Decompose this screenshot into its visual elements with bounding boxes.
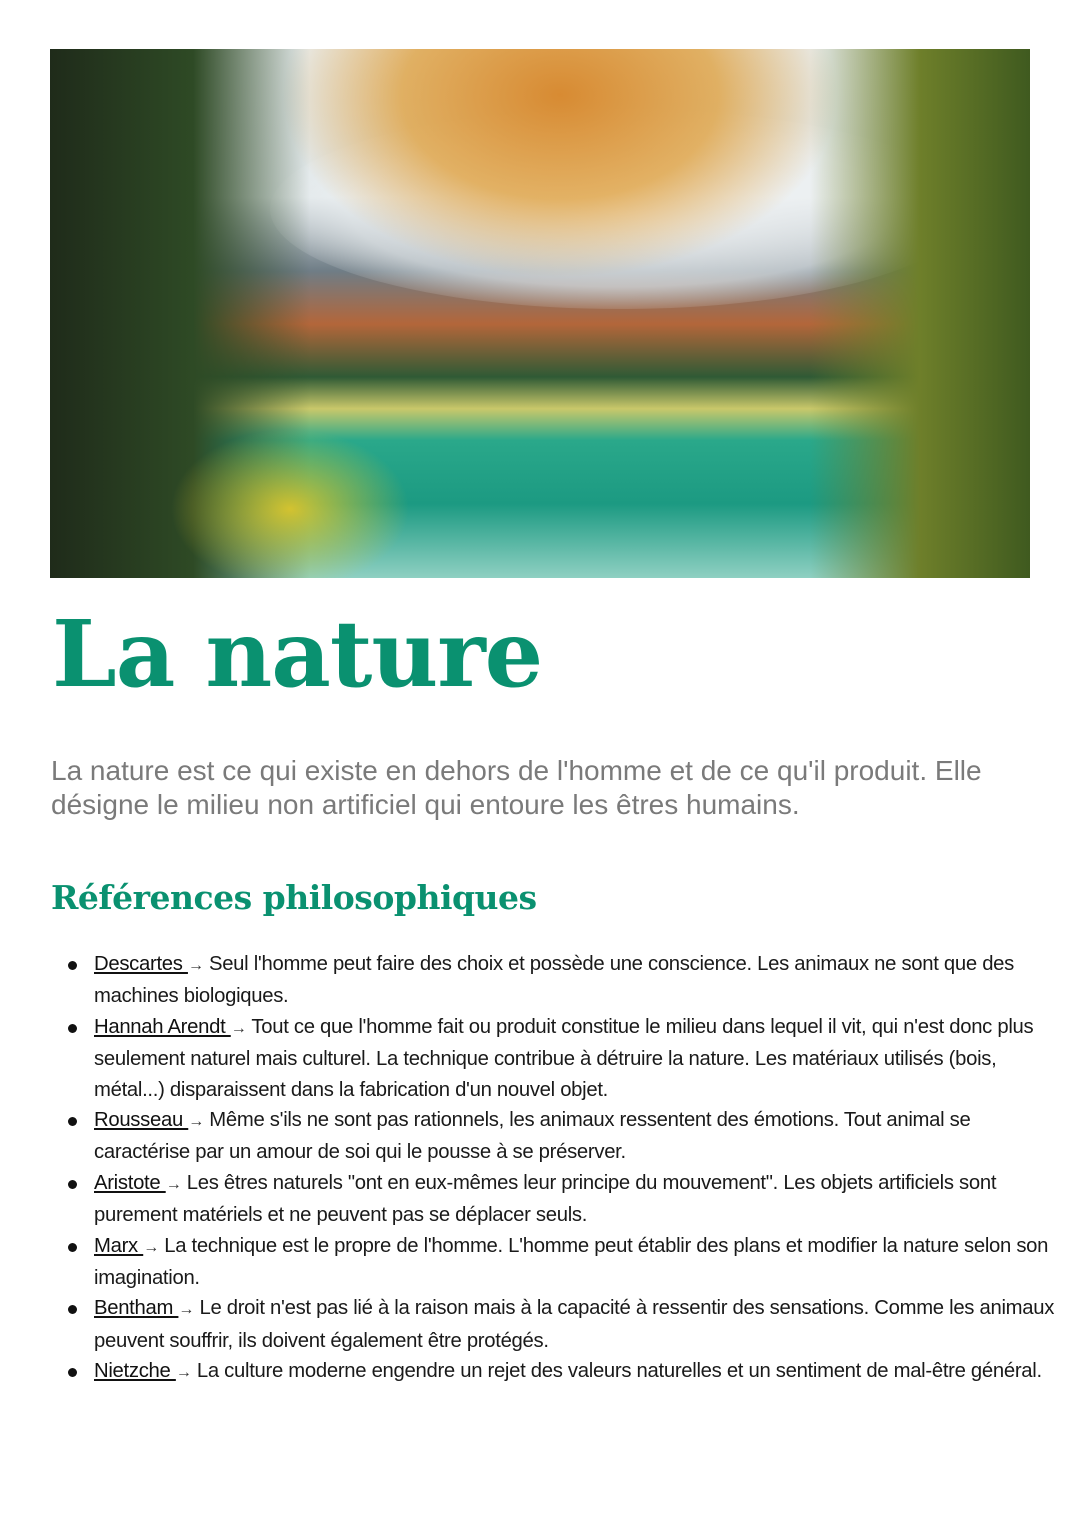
- reference-text: La culture moderne engendre un rejet des valeurs naturelles et un sentiment de mal-être général.: [191, 1360, 1042, 1383]
- list-item: [94, 1168, 1059, 1231]
- bullet-icon: [68, 1180, 77, 1189]
- reference-text: Le droit n'est pas lié à la raison mais à la capacité à ressentir des sensations. Comme les animaux peuvent souffrir, ils doivent également être protégés.: [94, 1297, 1055, 1352]
- hero-image-autumn-lake: [50, 49, 1030, 578]
- arrow-icon: →: [187, 957, 204, 974]
- philosopher-name: Bentham: [94, 1297, 179, 1320]
- reference-text: Les êtres naturels "ont en eux-mêmes leur principe du mouvement". Les objets artificiels sont purement matériels et ne peuvent pas se déplacer seuls.: [94, 1171, 997, 1227]
- bullet-icon: [68, 1243, 77, 1252]
- page-title: La nature: [52, 600, 543, 708]
- arrow-icon: →: [143, 1238, 159, 1256]
- reference-text: Même s'ils ne sont pas rationnels, les animaux ressentent des émotions. Tout animal se caractérise par un amour de soi qui le pousse à se préserver.: [94, 1109, 971, 1164]
- philosopher-name: Nietzche: [94, 1360, 176, 1383]
- references-list: [60, 949, 1059, 1389]
- list-item: [94, 1293, 1059, 1356]
- image-yellow-foliage: [170, 429, 410, 578]
- bullet-icon: [68, 961, 77, 970]
- arrow-icon: →: [165, 1175, 182, 1193]
- reference-text: Tout ce que l'homme fait ou produit constitue le milieu dans lequel il vit, qui n'est donc plus seulement naturel mais culturel. La technique contribue à détruire la nature. Les matériaux utilisés (bois, métal...) disparaissent dans la fabrication d'un nouvel objet.: [94, 1015, 1034, 1101]
- list-item: [94, 1356, 1059, 1388]
- intro-paragraph: La nature est ce qui existe en dehors de l'homme et de ce qu'il produit. Elle désigne le milieu non artificiel qui entoure les êtres humains.: [51, 755, 982, 820]
- philosopher-name: Descartes: [94, 953, 188, 975]
- reference-text: La technique est le propre de l'homme. L'homme peut établir des plans et modifier la nature selon son imagination.: [94, 1234, 1049, 1290]
- bullet-icon: [68, 1305, 77, 1314]
- bullet-icon: [68, 1368, 77, 1377]
- arrow-icon: →: [230, 1019, 247, 1037]
- list-item: [94, 949, 1059, 1012]
- philosopher-name: Marx: [94, 1234, 144, 1257]
- image-right-tree: [810, 49, 1030, 578]
- philosopher-name: Rousseau: [94, 1109, 189, 1132]
- philosopher-name: Aristote: [94, 1171, 166, 1194]
- bullet-icon: [68, 1024, 77, 1033]
- arrow-icon: →: [178, 1301, 195, 1319]
- image-autumn-leaves: [280, 49, 840, 279]
- philosopher-name: Hannah Arendt: [94, 1015, 231, 1038]
- list-item: [94, 1105, 1059, 1168]
- list-item: [94, 1231, 1059, 1294]
- reference-text: Seul l'homme peut faire des choix et possède une conscience. Les animaux ne sont que des machines biologiques.: [94, 953, 1014, 1008]
- bullet-icon: [68, 1117, 77, 1126]
- section-heading: Références philosophiques: [51, 878, 537, 917]
- arrow-icon: →: [175, 1364, 192, 1382]
- list-item: [94, 1012, 1059, 1105]
- arrow-icon: →: [188, 1113, 204, 1131]
